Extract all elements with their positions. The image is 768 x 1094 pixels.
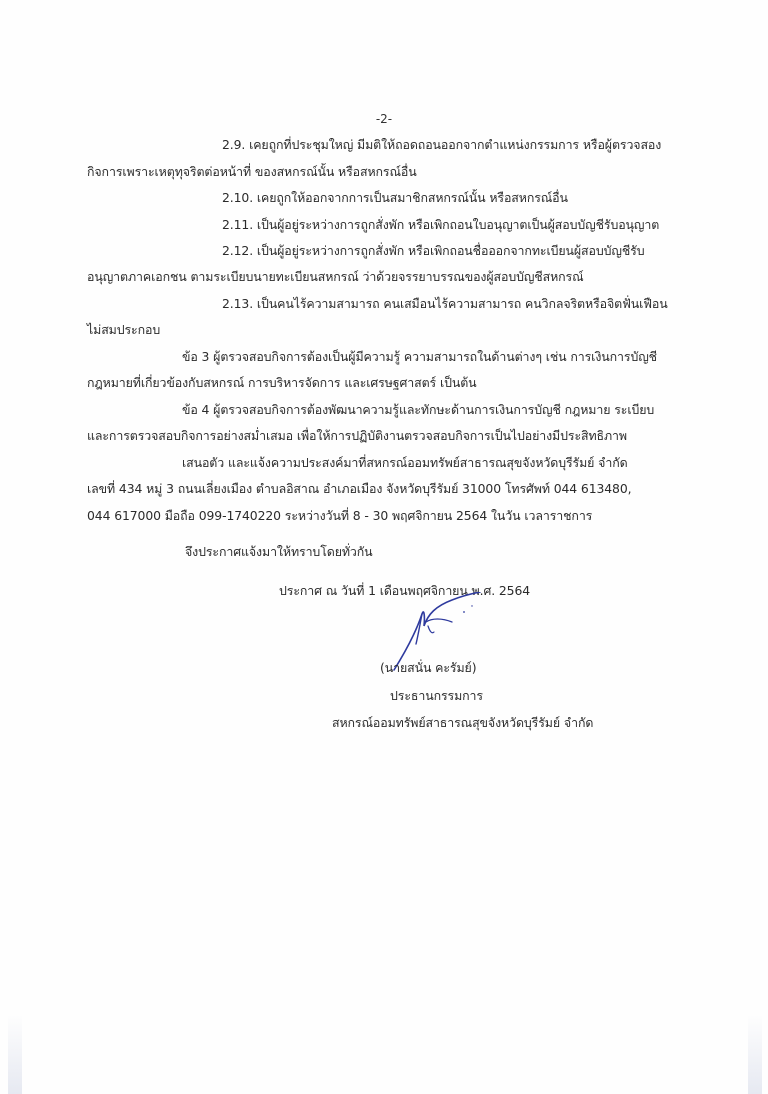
- article-4-line-1: ข้อ 4 ผู้ตรวจสอบกิจการต้องพัฒนาความรู้และทักษะด้านการเงินการบัญชี กฎหมาย ระเบียบ: [182, 402, 655, 417]
- signatory-organization: สหกรณ์ออมทรัพย์สาธารณสุขจังหวัดบุรีรัมย์ จำกัด: [332, 715, 594, 730]
- scan-edge-left: [8, 1014, 22, 1094]
- clause-2-12-line-2: อนุญาตภาคเอกชน ตามระเบียบนายทะเบียนสหกรณ์ ว่าด้วยจรรยาบรรณของผู้สอบบัญชีสหกรณ์: [87, 269, 584, 284]
- clause-2-10: 2.10. เคยถูกให้ออกจากการเป็นสมาชิกสหกรณ์นั้น หรือสหกรณ์อื่น: [222, 190, 568, 205]
- application-line-3: 044 617000 มือถือ 099-1740220 ระหว่างวันที่ 8 - 30 พฤศจิกายน 2564 ในวัน เวลาราชการ: [87, 508, 593, 523]
- article-4-line-2: และการตรวจสอบกิจการอย่างสม่ำเสมอ เพื่อให้การปฏิบัติงานตรวจสอบกิจการเป็นไปอย่างมีประสิทธิภาพ: [87, 428, 627, 443]
- announcement-closing: จึงประกาศแจ้งมาให้ทราบโดยทั่วกัน: [185, 544, 373, 559]
- clause-2-12-line-1: 2.12. เป็นผู้อยู่ระหว่างการถูกสั่งพัก หรือเพิกถอนชื่อออกจากทะเบียนผู้สอบบัญชีรับ: [222, 243, 645, 258]
- article-3-line-2: กฎหมายที่เกี่ยวข้องกับสหกรณ์ การบริหารจัดการ และเศรษฐศาสตร์ เป็นต้น: [87, 375, 477, 390]
- clause-2-9-line-2: กิจการเพราะเหตุทุจริตต่อหน้าที่ ของสหกรณ์นั้น หรือสหกรณ์อื่น: [87, 164, 417, 179]
- clause-2-9-line-1: 2.9. เคยถูกที่ประชุมใหญ่ มีมติให้ถอดถอนออกจากตำแหน่งกรรมการ หรือผู้ตรวจสอง: [222, 137, 662, 152]
- page-number: -2-: [375, 112, 393, 126]
- clause-2-13-line-1: 2.13. เป็นคนไร้ความสามารถ คนเสมือนไร้ความสามารถ คนวิกลจริตหรือจิตฟั่นเฟือน: [222, 296, 668, 311]
- scan-edge-right: [748, 1014, 762, 1094]
- clause-2-13-line-2: ไม่สมประกอบ: [87, 322, 161, 337]
- article-3-line-1: ข้อ 3 ผู้ตรวจสอบกิจการต้องเป็นผู้มีความรู้ ความสามารถในด้านต่างๆ เช่น การเงินการบัญชี: [182, 349, 657, 364]
- announcement-date: ประกาศ ณ วันที่ 1 เดือนพฤศจิกายน พ.ศ. 2564: [279, 583, 531, 598]
- signatory-position: ประธานกรรมการ: [390, 688, 483, 703]
- application-line-2: เลขที่ 434 หมู่ 3 ถนนเลี่ยงเมือง ตำบลอิสาณ อำเภอเมือง จังหวัดบุรีรัมย์ 31000 โทรศัพท์ 044 613480,: [87, 481, 632, 496]
- clause-2-11: 2.11. เป็นผู้อยู่ระหว่างการถูกสั่งพัก หรือเพิกถอนใบอนุญาตเป็นผู้สอบบัญชีรับอนุญาต: [222, 217, 660, 232]
- signatory-name: (นายสนั่น คะรัมย์): [380, 660, 477, 675]
- application-line-1: เสนอตัว และแจ้งความประสงค์มาที่สหกรณ์ออมทรัพย์สาธารณสุขจังหวัดบุรีรัมย์ จำกัด: [182, 455, 628, 470]
